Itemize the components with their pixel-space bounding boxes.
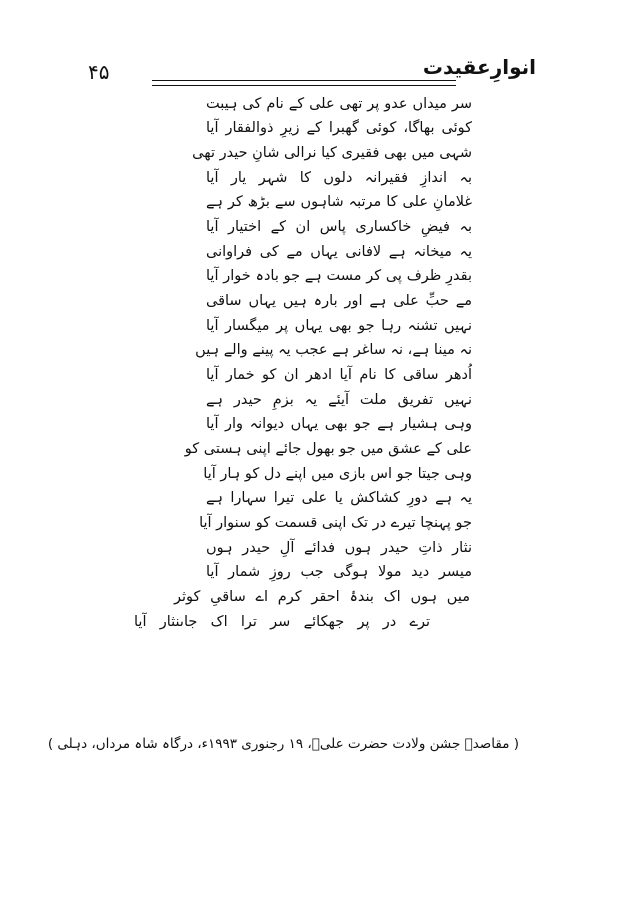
poem-line: یہ ہے دورِ کشاکش یا علی تیرا سہارا ہے bbox=[206, 490, 472, 506]
poem-line: نہیں تشنہ رہا جو بھی یہاں پر میگسار آیا bbox=[206, 318, 472, 334]
poem-line: نہ مینا ہے، نہ ساغر ہے عجب یہ پینے والے ہیں bbox=[195, 342, 472, 358]
poem-line: نہیں تفریق ملت آیئے یہ بزمِ حیدر ہے bbox=[206, 392, 472, 408]
poem-line: وہی جیتا جو اس بازی میں اپنے دل کو ہار آیا bbox=[203, 466, 472, 482]
poem-line: بقدرِ ظرف پی کر مست ہے جو بادہ خوار آیا bbox=[206, 268, 472, 284]
poem-line: غلامانِ علی کا مرتبہ شاہوں سے بڑھ کر ہے bbox=[206, 194, 472, 210]
page-number: ۴۵ bbox=[88, 60, 110, 84]
poem-line: مے حبِّ علی ہے اور بارہ ہیں یہاں ساقی bbox=[206, 293, 472, 309]
header-rule-top bbox=[152, 80, 456, 81]
poem-line: اُدھر ساقی کا نام آیا ادھر ان کو خمار آیا bbox=[206, 367, 472, 383]
poem-line: ترے در پر جھکائے سر ترا اک جاںنثار آیا bbox=[134, 614, 430, 630]
poem-line: شہی میں بھی فقیری کیا نرالی شانِ حیدر تھی bbox=[192, 145, 472, 161]
poem-line: نثار ذاتِ حیدر ہوں فدائے آلِ حیدر ہوں bbox=[206, 540, 472, 556]
running-title: انوارِعقیدت bbox=[422, 55, 536, 79]
poem-line: میسر دید مولا ہوگی جب روزِ شمار آیا bbox=[206, 564, 472, 580]
poem-line: علی کے عشق میں جو بھول جائے اپنی ہستی کو bbox=[184, 441, 472, 457]
poem-line: میں ہوں اک بندۂ احقر کرم اے ساقیِ کوثر bbox=[174, 589, 470, 605]
header-rule-bottom bbox=[152, 85, 456, 86]
poem-line: کوئی بھاگا، کوئی گھبرا کے زیرِ ذوالفقار آیا bbox=[206, 120, 472, 136]
poem-line: سر میداں عدو پر تھی علی کے نام کی ہیبت bbox=[206, 96, 472, 112]
poem-line: وہی ہشیار ہے جو بھی یہاں دیوانہ وار آیا bbox=[206, 416, 472, 432]
poem-line: یہ میخانہ ہے لافانی یہاں مے کی فراوانی bbox=[206, 244, 472, 260]
footer-note: ( مقاصدہ جشن ولادت حضرت علیؑ، ۱۹ رجنوری ۱۹۹۳ء، درگاہ شاہ مرداں، دہلی ) bbox=[47, 736, 519, 752]
poem-line: جو پہنچا تیرے در تک اپنی قسمت کو سنوار آیا bbox=[199, 515, 472, 531]
poem-line: بہ اندازِ فقیرانہ دلوں کا شہر یار آیا bbox=[206, 170, 472, 186]
poem-line: بہ فیضِ خاکساری پاس ان کے اختیار آیا bbox=[206, 219, 472, 235]
